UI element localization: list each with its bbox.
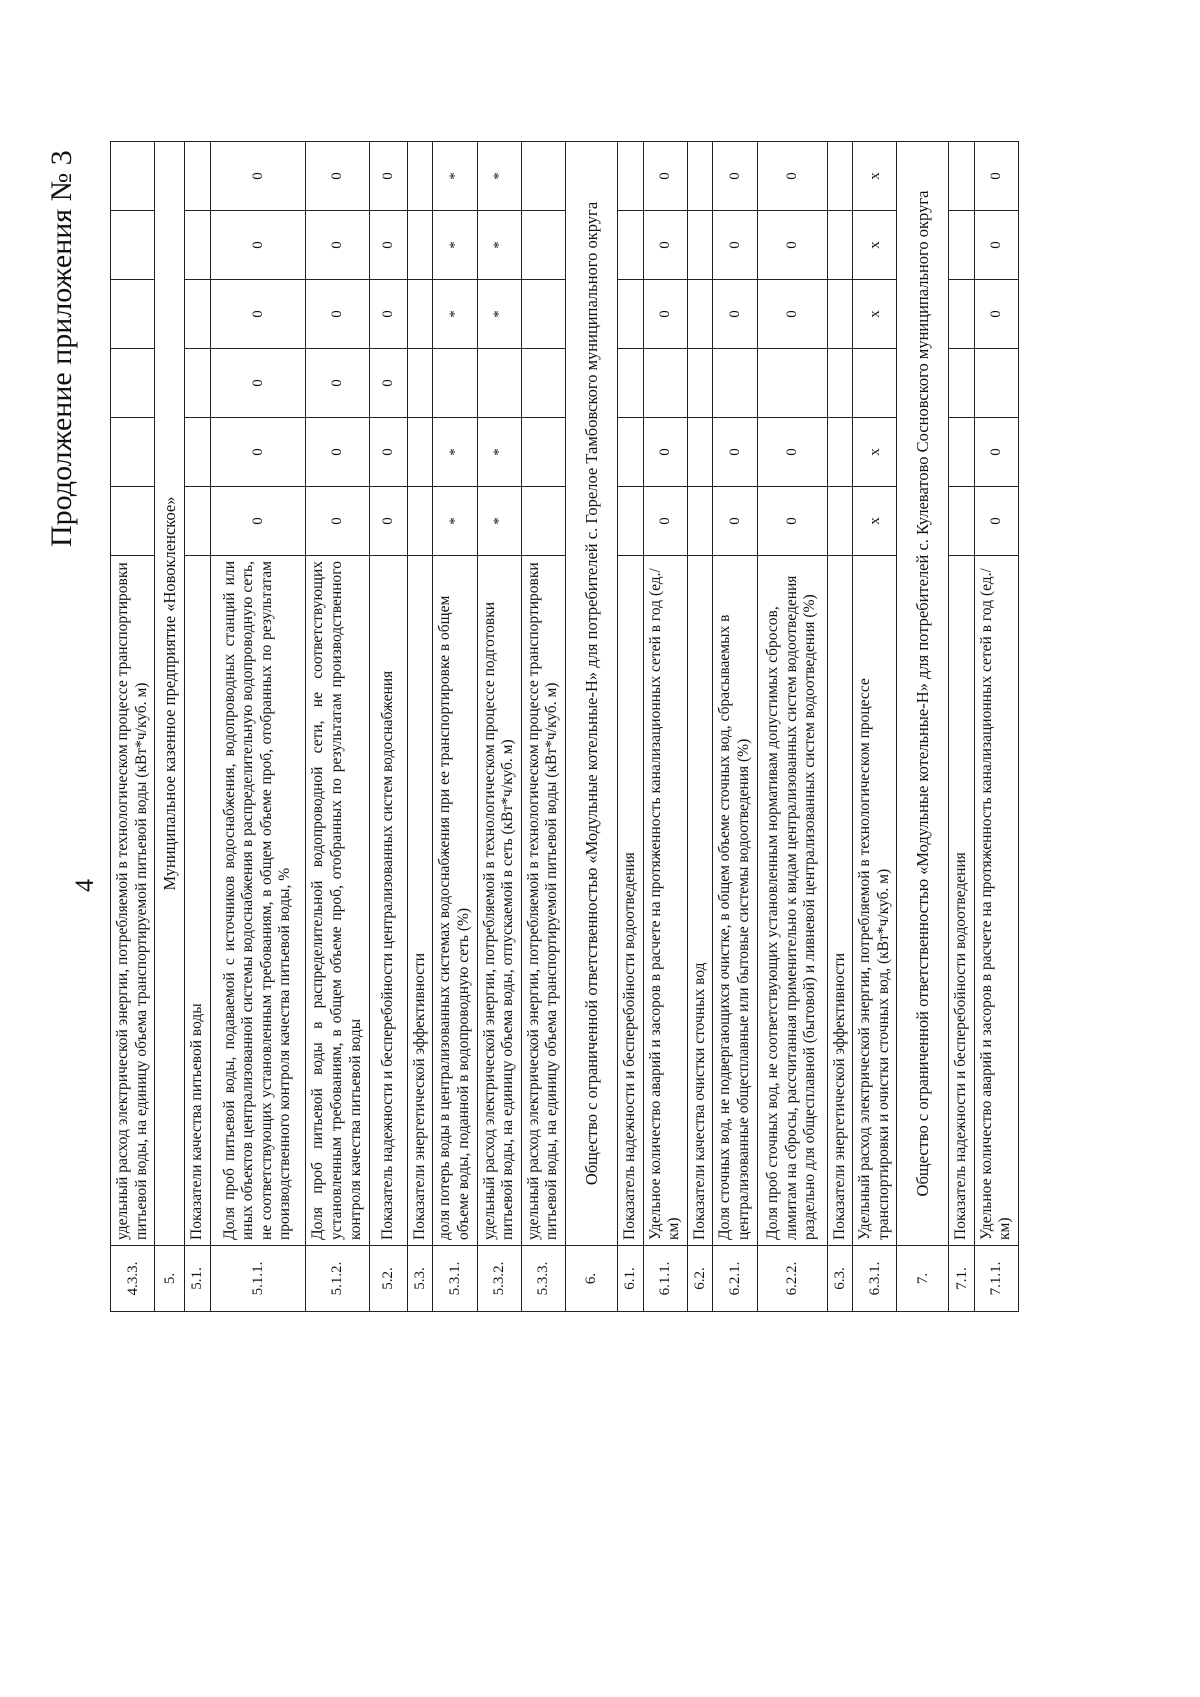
indicator-value bbox=[757, 349, 827, 418]
indicator-value bbox=[827, 487, 853, 556]
row-number: 6. bbox=[565, 1246, 617, 1312]
table-row bbox=[433, 142, 477, 1312]
organization-row bbox=[565, 142, 617, 1312]
indicator-value: 0 bbox=[713, 280, 757, 349]
indicator-value: 0 bbox=[369, 142, 407, 211]
indicators-table-body bbox=[111, 142, 1019, 1312]
indicator-value: * bbox=[433, 487, 477, 556]
indicator-value: 0 bbox=[974, 211, 1018, 280]
indicator-value bbox=[713, 349, 757, 418]
table-row bbox=[369, 142, 407, 1312]
row-number: 5.3. bbox=[407, 1246, 433, 1312]
table-row bbox=[827, 142, 853, 1312]
indicator-description: удельный расход электрической энергии, потребляемой в технологическом процессе подготовки питьевой воды, на единицу объема воды, отпускаемой в сеть (кВт*ч/куб. м) bbox=[477, 556, 521, 1246]
indicator-value bbox=[407, 211, 433, 280]
indicator-value: 0 bbox=[210, 349, 305, 418]
indicator-value bbox=[111, 142, 155, 211]
indicator-value: 0 bbox=[305, 142, 369, 211]
indicator-value: 0 bbox=[713, 142, 757, 211]
row-number: 4.3.3. bbox=[111, 1246, 155, 1312]
row-number: 6.2.1. bbox=[713, 1246, 757, 1312]
row-number: 5.3.3. bbox=[521, 1246, 565, 1312]
indicator-value: 0 bbox=[974, 418, 1018, 487]
indicator-value bbox=[617, 418, 643, 487]
row-number: 7. bbox=[897, 1246, 949, 1312]
organization-name: Общество с ограниченной ответственностью «Модульные котельные-Н» для потребителей с. Кулеватово Сосновского муниципального округа bbox=[897, 142, 949, 1246]
row-number: 6.2.2. bbox=[757, 1246, 827, 1312]
organization-name: Муниципальное казенное предприятие «Новокленское» bbox=[155, 142, 185, 1246]
indicator-description: удельный расход электрической энергии, потребляемой в технологическом процессе транспортировки питьевой воды, на единицу объема транспортируемой питьевой воды (кВт*ч/куб. м) bbox=[111, 556, 155, 1246]
table-row bbox=[521, 142, 565, 1312]
indicator-value bbox=[185, 418, 211, 487]
row-number: 6.3.1. bbox=[853, 1246, 897, 1312]
table-row bbox=[713, 142, 757, 1312]
indicator-value bbox=[185, 349, 211, 418]
indicator-value: 0 bbox=[369, 211, 407, 280]
indicator-value bbox=[617, 349, 643, 418]
indicator-value: 0 bbox=[643, 211, 687, 280]
indicator-value bbox=[974, 349, 1018, 418]
indicator-value: 0 bbox=[305, 487, 369, 556]
indicator-value bbox=[111, 211, 155, 280]
indicator-description: Показатель надежности и бесперебойности централизованных систем водоснабжения bbox=[369, 556, 407, 1246]
indicator-value bbox=[949, 487, 975, 556]
table-row bbox=[477, 142, 521, 1312]
indicator-value bbox=[949, 349, 975, 418]
indicator-value bbox=[617, 211, 643, 280]
indicator-value: 0 bbox=[305, 349, 369, 418]
indicator-value: 0 bbox=[369, 487, 407, 556]
indicator-value: * bbox=[477, 418, 521, 487]
indicator-value bbox=[185, 211, 211, 280]
indicator-value: 0 bbox=[713, 418, 757, 487]
indicator-value bbox=[617, 280, 643, 349]
row-number: 7.1. bbox=[949, 1246, 975, 1312]
indicator-value: 0 bbox=[713, 211, 757, 280]
indicator-value bbox=[521, 142, 565, 211]
table-row bbox=[757, 142, 827, 1312]
indicator-value bbox=[827, 280, 853, 349]
indicator-value: * bbox=[477, 487, 521, 556]
indicator-value bbox=[407, 280, 433, 349]
table-row bbox=[643, 142, 687, 1312]
page-number: 4 bbox=[70, 879, 99, 892]
indicator-value bbox=[433, 349, 477, 418]
indicator-value: 0 bbox=[643, 142, 687, 211]
row-number: 7.1.1. bbox=[974, 1246, 1018, 1312]
indicator-value bbox=[827, 349, 853, 418]
indicator-value: 0 bbox=[210, 142, 305, 211]
indicator-value: 0 bbox=[713, 487, 757, 556]
indicator-value bbox=[949, 211, 975, 280]
indicator-value: x bbox=[853, 487, 897, 556]
table-row bbox=[687, 142, 713, 1312]
indicator-value bbox=[521, 280, 565, 349]
indicator-value bbox=[687, 142, 713, 211]
indicator-description: Удельный расход электрической энергии, потребляемой в технологическом процессе транспортировки и очистки сточных вод, (кВт*ч/куб. м) bbox=[853, 556, 897, 1246]
row-number: 6.2. bbox=[687, 1246, 713, 1312]
indicator-value bbox=[687, 211, 713, 280]
indicator-description: доля потерь воды в централизованных системах водоснабжения при ее транспортировке в общем объеме воды, поданной в водопроводную сеть (%) bbox=[433, 556, 477, 1246]
table-row bbox=[617, 142, 643, 1312]
row-number: 5.3.2. bbox=[477, 1246, 521, 1312]
row-number: 5.1.2. bbox=[305, 1246, 369, 1312]
indicator-value bbox=[477, 349, 521, 418]
indicator-value: 0 bbox=[643, 280, 687, 349]
indicator-value bbox=[687, 487, 713, 556]
indicator-value: x bbox=[853, 418, 897, 487]
indicator-value: 0 bbox=[210, 487, 305, 556]
indicator-value: 0 bbox=[757, 211, 827, 280]
row-number: 5.1. bbox=[185, 1246, 211, 1312]
indicator-value: * bbox=[477, 142, 521, 211]
indicator-value: 0 bbox=[369, 280, 407, 349]
indicator-value: * bbox=[433, 142, 477, 211]
indicator-value: 0 bbox=[305, 280, 369, 349]
continuation-title: Продолжение приложения № 3 bbox=[45, 150, 78, 547]
row-number: 6.1.1. bbox=[643, 1246, 687, 1312]
organization-name: Общество с ограниченной ответственностью «Модульные котельные-Н» для потребителей с. Горелое Тамбовского муниципального округа bbox=[565, 142, 617, 1246]
table-row bbox=[949, 142, 975, 1312]
row-number: 6.1. bbox=[617, 1246, 643, 1312]
indicator-value bbox=[827, 211, 853, 280]
indicator-value: 0 bbox=[210, 280, 305, 349]
indicator-value: x bbox=[853, 211, 897, 280]
indicators-table bbox=[110, 141, 1019, 1312]
table-row bbox=[111, 142, 155, 1312]
table-row bbox=[853, 142, 897, 1312]
indicator-value: * bbox=[477, 211, 521, 280]
indicator-value bbox=[687, 418, 713, 487]
table-row bbox=[185, 142, 211, 1312]
row-number: 5.3.1. bbox=[433, 1246, 477, 1312]
indicator-value bbox=[407, 487, 433, 556]
indicator-value bbox=[687, 349, 713, 418]
indicator-value bbox=[185, 142, 211, 211]
indicator-value: * bbox=[433, 418, 477, 487]
row-number: 5.2. bbox=[369, 1246, 407, 1312]
indicator-value: 0 bbox=[369, 349, 407, 418]
table-row bbox=[210, 142, 305, 1312]
indicator-value: 0 bbox=[210, 418, 305, 487]
table-row bbox=[305, 142, 369, 1312]
indicator-value: x bbox=[853, 280, 897, 349]
indicator-value: * bbox=[433, 280, 477, 349]
indicator-description: Показатели энергетической эффективности bbox=[827, 556, 853, 1246]
indicator-description: Удельное количество аварий и засоров в расчете на протяженность канализационных сетей в год (ед./км) bbox=[643, 556, 687, 1246]
indicator-description: Доля сточных вод, не подвергающихся очистке, в общем объеме сточных вод, сбрасываемых в централизованные общесплавные или бытовые системы водоотведения (%) bbox=[713, 556, 757, 1246]
indicator-value bbox=[407, 349, 433, 418]
indicator-description: Показатель надежности и бесперебойности водоотведения bbox=[617, 556, 643, 1246]
indicator-value: x bbox=[853, 142, 897, 211]
indicator-value bbox=[827, 418, 853, 487]
indicator-value bbox=[111, 487, 155, 556]
indicator-description: Доля проб питьевой воды в распределительной водопроводной сети, не соответствующих установленным требованиям, в общем объеме проб, отобранных по результатам производственного контроля качества питьевой воды bbox=[305, 556, 369, 1246]
indicator-value bbox=[111, 418, 155, 487]
indicator-value: 0 bbox=[210, 211, 305, 280]
indicator-description: Удельное количество аварий и засоров в расчете на протяженность канализационных сетей в год (ед./км) bbox=[974, 556, 1018, 1246]
indicator-value bbox=[617, 487, 643, 556]
indicator-value bbox=[111, 280, 155, 349]
table-row bbox=[407, 142, 433, 1312]
indicator-value bbox=[949, 418, 975, 487]
table-row bbox=[974, 142, 1018, 1312]
indicator-value bbox=[643, 349, 687, 418]
indicator-value bbox=[185, 487, 211, 556]
indicator-value: 0 bbox=[757, 142, 827, 211]
indicator-value bbox=[521, 349, 565, 418]
indicator-description: Показатели качества питьевой воды bbox=[185, 556, 211, 1246]
indicator-value bbox=[853, 349, 897, 418]
indicator-value: 0 bbox=[369, 418, 407, 487]
indicator-value: 0 bbox=[974, 487, 1018, 556]
indicator-description: Доля проб сточных вод, не соответствующих установленным нормативам допустимых сбросов, лимитам на сбросы, рассчитанная применительно к видам централизованных систем водоотведения раздельно для общесплавной (бытовой) и ливневой централизованных систем водоотведения (%) bbox=[757, 556, 827, 1246]
indicator-value: * bbox=[477, 280, 521, 349]
organization-row bbox=[155, 142, 185, 1312]
indicator-description: Доля проб питьевой воды, подаваемой с источников водоснабжения, водопроводных станций или иных объектов централизованной системы водоснабжения в распределительную водопроводную сеть, не соответствующих установленным требованиям, в общем объеме проб, отобранных по результатам производственного контроля качества питьевой воды, % bbox=[210, 556, 305, 1246]
indicator-description: Показатель надежности и бесперебойности водоотведения bbox=[949, 556, 975, 1246]
indicator-value: 0 bbox=[305, 418, 369, 487]
indicator-value bbox=[185, 280, 211, 349]
organization-row bbox=[897, 142, 949, 1312]
indicator-value: 0 bbox=[974, 142, 1018, 211]
row-number: 5. bbox=[155, 1246, 185, 1312]
indicator-value bbox=[949, 142, 975, 211]
indicator-description: удельный расход электрической энергии, потребляемой в технологическом процессе транспортировки питьевой воды, на единицу объема транспортируемой питьевой воды (кВт*ч/куб. м) bbox=[521, 556, 565, 1246]
row-number: 6.3. bbox=[827, 1246, 853, 1312]
indicator-description: Показатели качества очистки сточных вод bbox=[687, 556, 713, 1246]
indicator-value: 0 bbox=[305, 211, 369, 280]
indicator-value bbox=[617, 142, 643, 211]
indicator-value: 0 bbox=[643, 487, 687, 556]
indicator-value bbox=[949, 280, 975, 349]
indicator-value bbox=[521, 211, 565, 280]
indicator-value: 0 bbox=[757, 487, 827, 556]
indicator-value bbox=[521, 487, 565, 556]
indicator-value bbox=[407, 142, 433, 211]
indicator-value bbox=[407, 418, 433, 487]
indicator-value: * bbox=[433, 211, 477, 280]
row-number: 5.1.1. bbox=[210, 1246, 305, 1312]
indicator-value: 0 bbox=[757, 418, 827, 487]
indicator-value: 0 bbox=[974, 280, 1018, 349]
indicator-value bbox=[827, 142, 853, 211]
indicator-value: 0 bbox=[757, 280, 827, 349]
indicator-value bbox=[521, 418, 565, 487]
indicator-value bbox=[111, 349, 155, 418]
indicator-value: 0 bbox=[643, 418, 687, 487]
indicator-description: Показатели энергетической эффективности bbox=[407, 556, 433, 1246]
indicator-value bbox=[687, 280, 713, 349]
